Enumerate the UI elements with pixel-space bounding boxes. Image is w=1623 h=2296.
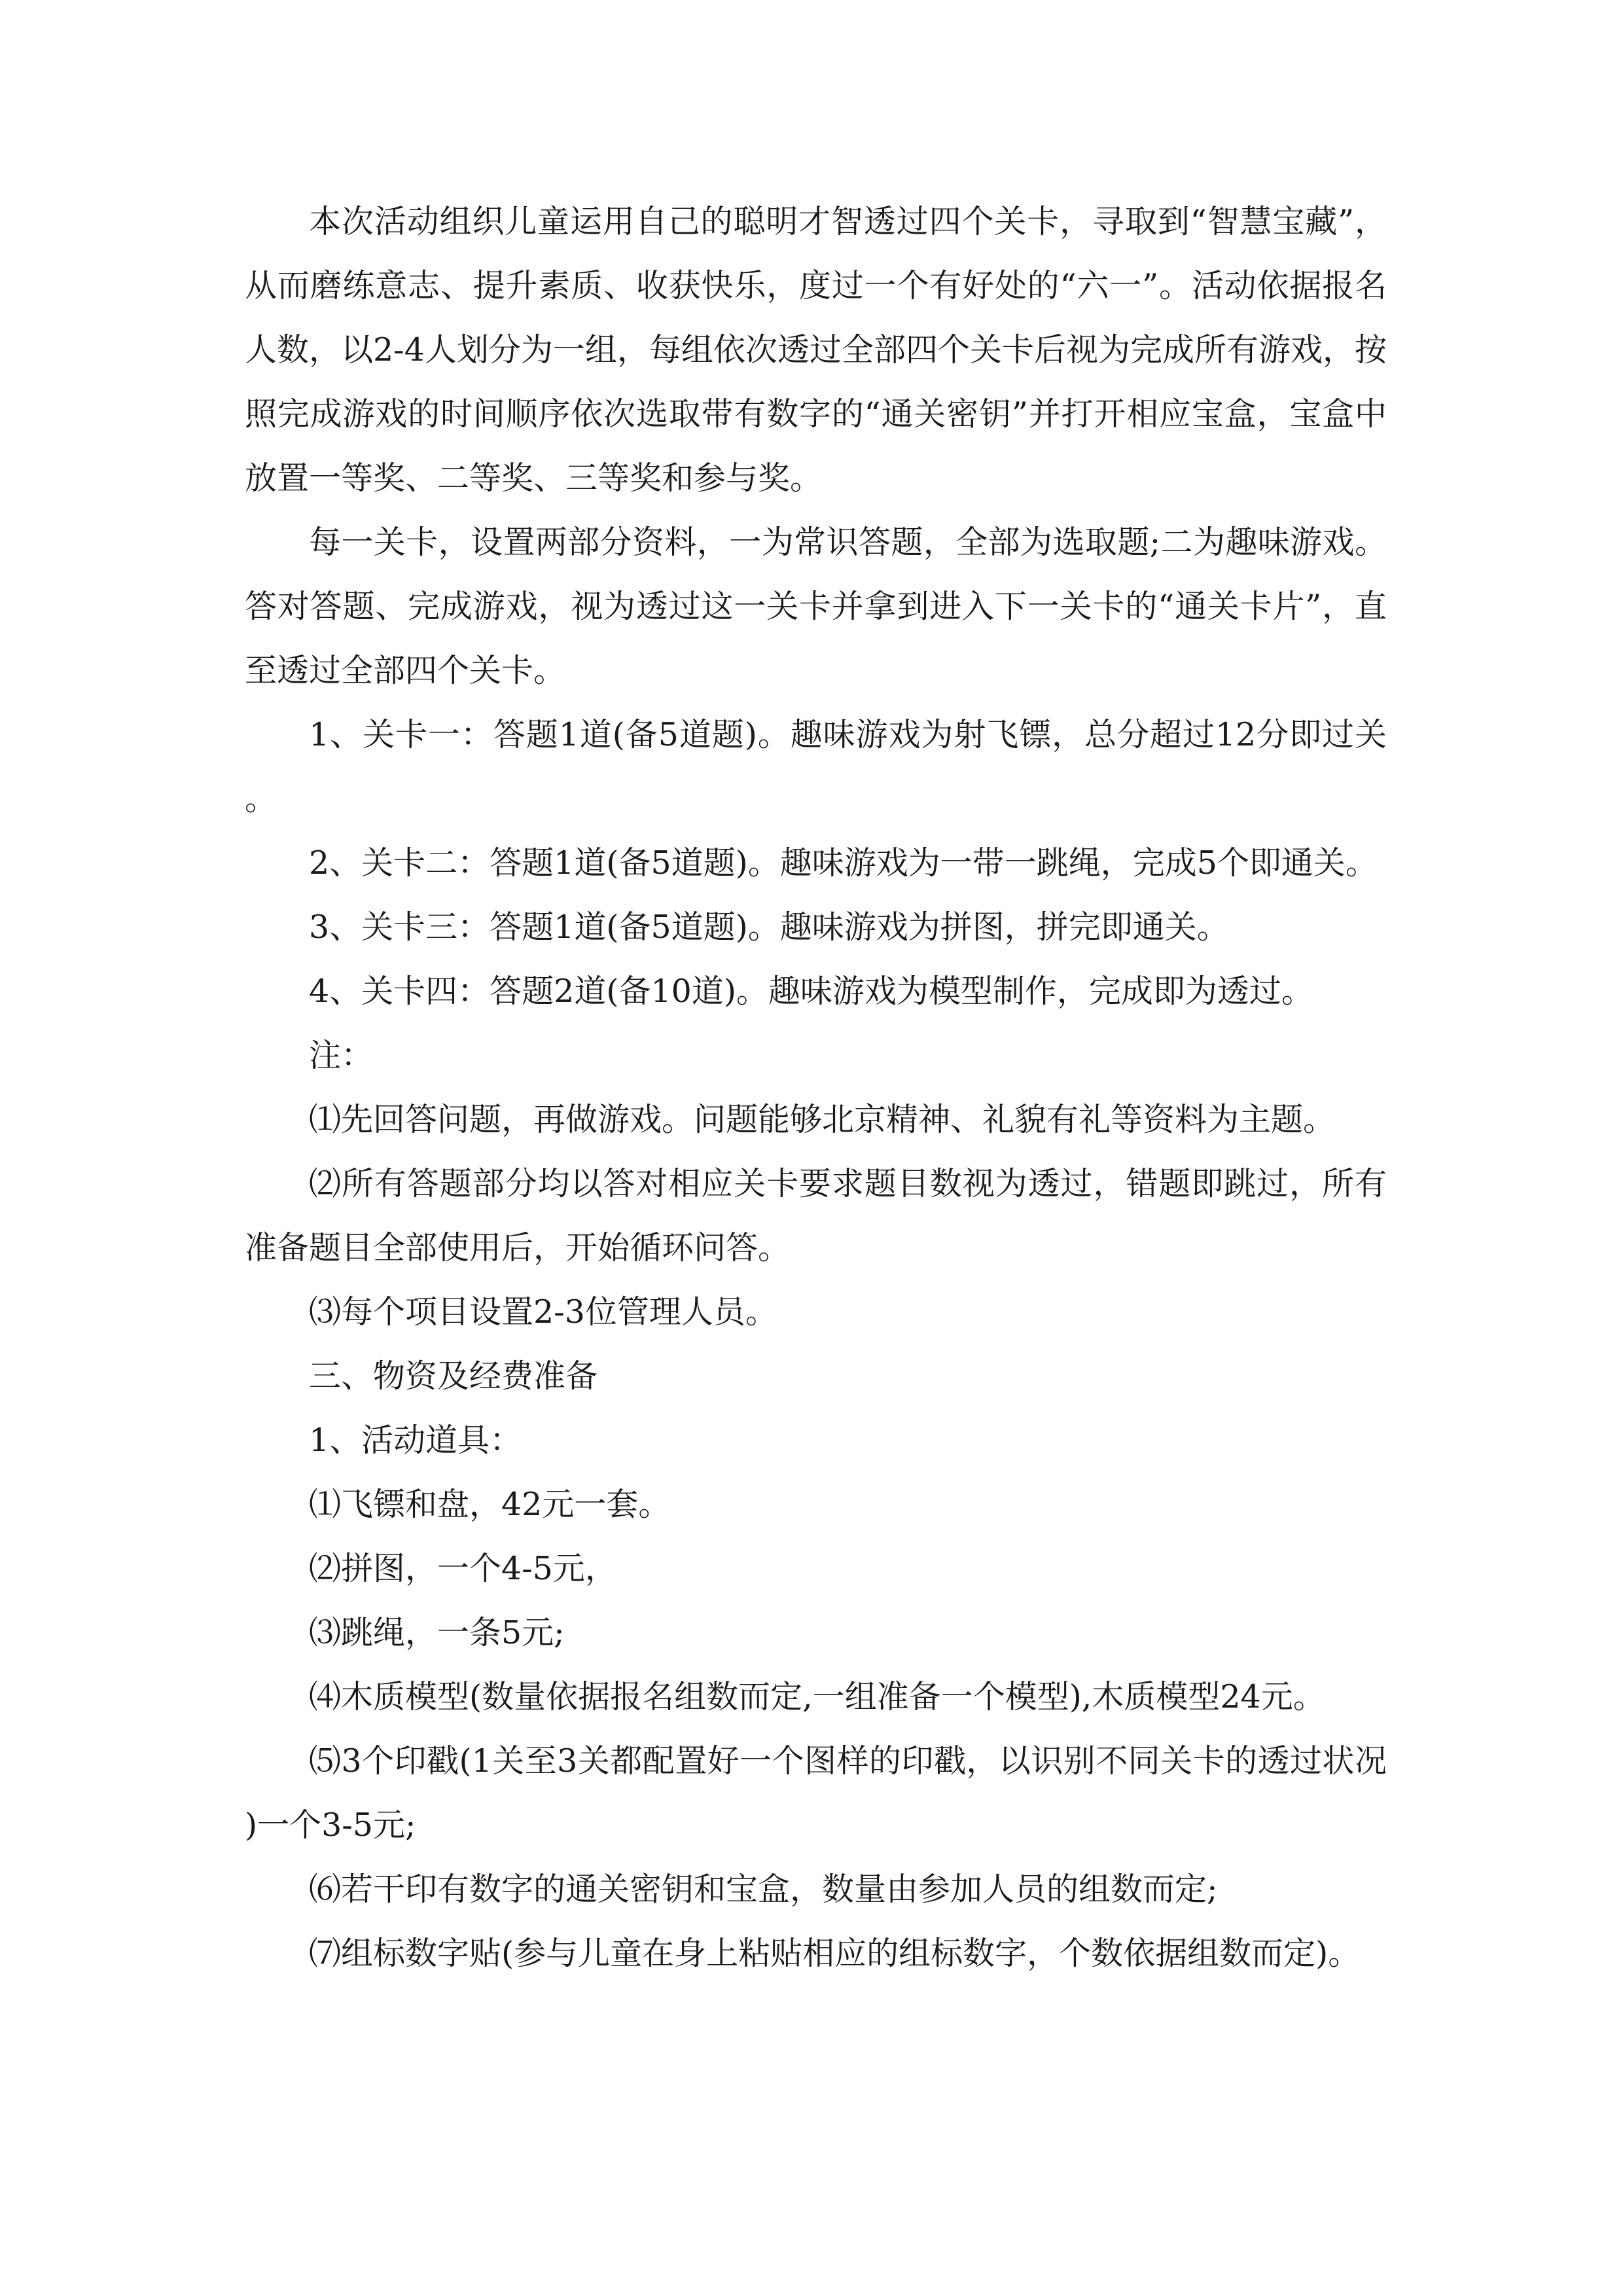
paragraph-note-1: ⑴先回答问题，再做游戏。问题能够北京精神、礼貌有礼等资料为主题。 [309,1101,1336,1138]
list-item-group-stickers: ⑺组标数字贴(参与儿童在身上粘贴相应的组标数字，个数依据组数而定)。 [309,1935,1361,1972]
list-item-puzzle: ⑵拼图，一个4-5元， [309,1550,617,1587]
paragraph-note-heading: 注： [309,1037,374,1074]
list-item-darts: ⑴飞镖和盘，42元一套。 [309,1486,671,1523]
list-item-keys-boxes: ⑹若干印有数字的通关密钥和宝盒，数量由参加人员的组数而定; [309,1871,1218,1908]
paragraph-note-3: ⑶每个项目设置2-3位管理人员。 [309,1293,777,1331]
document-body [245,190,1387,1986]
section-heading-materials: 三、物资及经费准备 [309,1357,598,1395]
paragraph-checkpoint-3: 3、关卡三：答题1道(备5道题)。趣味游戏为拼图，拼完即通关。 [309,908,1229,946]
paragraph-activity-overview: 本次活动组织儿童运用自己的聪明才智透过四个关卡，寻取到“智慧宝藏”，从而磨练意志、提升素质、收获快乐，度过一个有好处的“六一”。活动依据报名人数，以2-4人划分为一组，每组依次透过全部四个关卡后视为完成所有游戏，按照完成游戏的时间顺序依次选取带有数字的“通关密钥”并打开相应宝盒，宝盒中放置一等奖、二等奖、三等奖和参与奖。 [245,203,1387,497]
paragraph-checkpoint-4: 4、关卡四：答题2道(备10道)。趣味游戏为模型制作，完成即为透过。 [309,973,1313,1010]
paragraph-checkpoint-1: 1、关卡一：答题1道(备5道题)。趣味游戏为射飞镖，总分超过12分即过关。 [245,716,1387,817]
list-item-wooden-model: ⑷木质模型(数量依据报名组数而定,一组准备一个模型),木质模型24元。 [309,1678,1325,1715]
paragraph-note-2: ⑵所有答题部分均以答对相应关卡要求题目数视为透过，错题即跳过，所有准备题目全部使用后，开始循环问答。 [245,1165,1387,1266]
paragraph-checkpoint-2: 2、关卡二：答题1道(备5道题)。趣味游戏为一带一跳绳，完成5个即通关。 [309,844,1378,882]
subheading-props: 1、活动道具： [309,1422,522,1459]
paragraph-checkpoint-rules: 每一关卡，设置两部分资料，一为常识答题，全部为选取题;二为趣味游戏。答对答题、完成游戏，视为透过这一关卡并拿到进入下一关卡的“通关卡片”，直至透过全部四个关卡。 [245,524,1387,689]
list-item-stamps: ⑸3个印戳(1关至3关都配置好一个图样的印戳，以识别不同关卡的透过状况)一个3-5元; [245,1742,1387,1844]
list-item-jump-rope: ⑶跳绳，一条5元; [309,1614,565,1651]
